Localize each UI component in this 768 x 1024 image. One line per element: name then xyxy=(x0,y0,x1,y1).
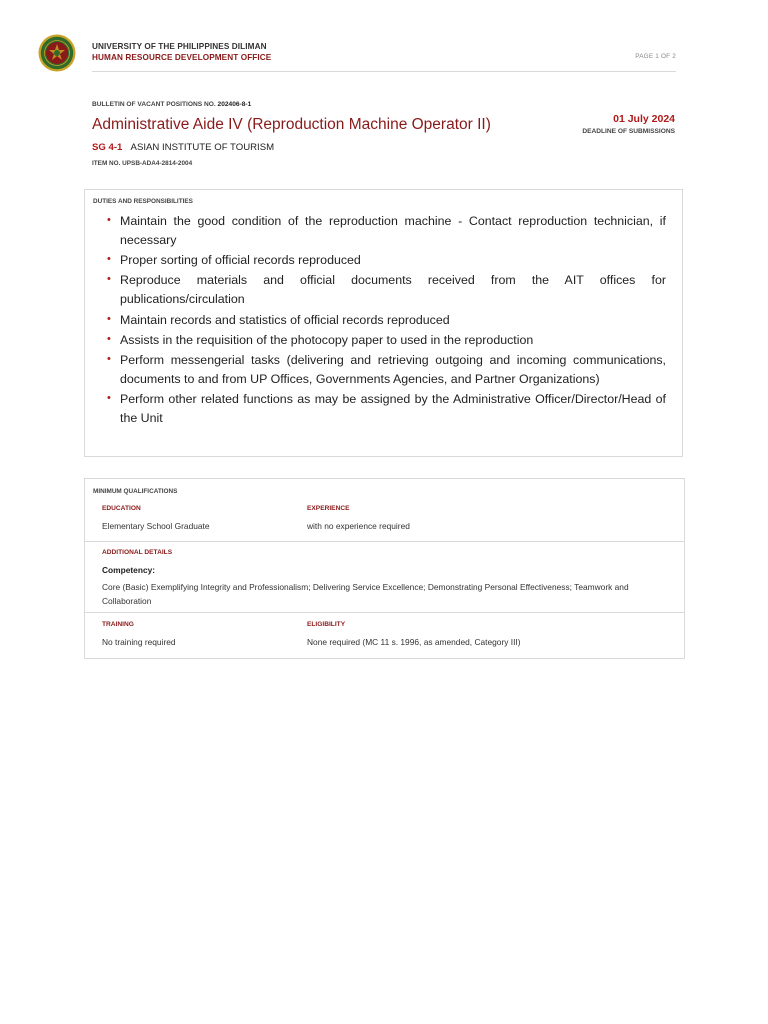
office-name: HUMAN RESOURCE DEVELOPMENT OFFICE xyxy=(92,53,272,62)
unit-name: ASIAN INSTITUTE OF TOURISM xyxy=(130,142,275,153)
section-divider xyxy=(85,541,684,542)
salary-grade-line xyxy=(92,142,274,153)
duty-item: • Assists in the requisition of the photocopy paper to used in the reproduction xyxy=(93,331,666,350)
eligibility-label: ELIGIBILITY xyxy=(307,621,346,628)
page-indicator: PAGE 1 OF 2 xyxy=(635,53,676,60)
duty-item: • Perform other related functions as may be assigned by the Administrative Officer/Director/Head of the Unit xyxy=(93,390,666,428)
duty-item: • Proper sorting of official records reproduced xyxy=(93,251,666,270)
additional-details-label: ADDITIONAL DETAILS xyxy=(102,549,173,556)
competency-label: Competency: xyxy=(102,565,156,575)
bullet-icon: • xyxy=(107,253,111,266)
duty-item: • Maintain records and statistics of official records reproduced xyxy=(93,311,666,330)
header-divider xyxy=(92,71,676,72)
job-title: Administrative Aide IV (Reproduction Machine Operator II) xyxy=(92,116,491,133)
bulletin-number: 202406-8-1 xyxy=(217,101,252,108)
bullet-icon: • xyxy=(107,352,111,365)
duty-item: • Perform messengerial tasks (delivering and retrieving outgoing and incoming communications, documents to and from UP Offices, Governments Agencies, and Partner Organizations) xyxy=(93,351,666,389)
section-divider xyxy=(85,612,684,613)
competency-value: Core (Basic) Exemplifying Integrity and Professionalism; Delivering Service Excellence; Demonstrating Personal Effectiveness; Teamwork and Collaboration xyxy=(102,582,629,606)
qualifications-section xyxy=(84,478,685,659)
salary-grade: SG 4-1 xyxy=(92,142,123,153)
training-value: No training required xyxy=(102,637,176,647)
item-number: ITEM NO. UPSB-ADA4-2814-2004 xyxy=(92,160,193,167)
duty-item: • Reproduce materials and official documents received from the AIT offices for publications/circulation xyxy=(93,271,666,309)
duties-heading: DUTIES AND RESPONSIBILITIES xyxy=(93,198,193,205)
duties-section xyxy=(84,189,683,457)
qualifications-heading: MINIMUM QUALIFICATIONS xyxy=(93,488,178,495)
eligibility-value: None required (MC 11 s. 1996, as amended, Category III) xyxy=(307,637,521,647)
up-seal-icon xyxy=(38,34,76,72)
deadline-label: DEADLINE OF SUBMISSIONS xyxy=(582,128,675,135)
deadline-date: 01 July 2024 xyxy=(613,113,675,125)
experience-value: with no experience required xyxy=(307,521,410,531)
bulletin-label: BULLETIN OF VACANT POSITIONS NO. xyxy=(92,101,216,108)
experience-label: EXPERIENCE xyxy=(307,505,350,512)
bulletin-number-line xyxy=(92,101,251,108)
education-label: EDUCATION xyxy=(102,505,141,512)
bullet-icon: • xyxy=(107,273,111,286)
page-header xyxy=(38,34,676,72)
education-value: Elementary School Graduate xyxy=(102,521,210,531)
bullet-icon: • xyxy=(107,332,111,345)
duty-item: • Maintain the good condition of the reproduction machine - Contact reproduction technician, if necessary xyxy=(93,212,666,250)
bullet-icon: • xyxy=(107,214,111,226)
university-name: UNIVERSITY OF THE PHILIPPINES DILIMAN xyxy=(92,42,267,51)
bullet-icon: • xyxy=(107,312,111,325)
duties-list xyxy=(93,212,666,429)
training-label: TRAINING xyxy=(102,621,134,628)
bullet-icon: • xyxy=(107,392,111,405)
